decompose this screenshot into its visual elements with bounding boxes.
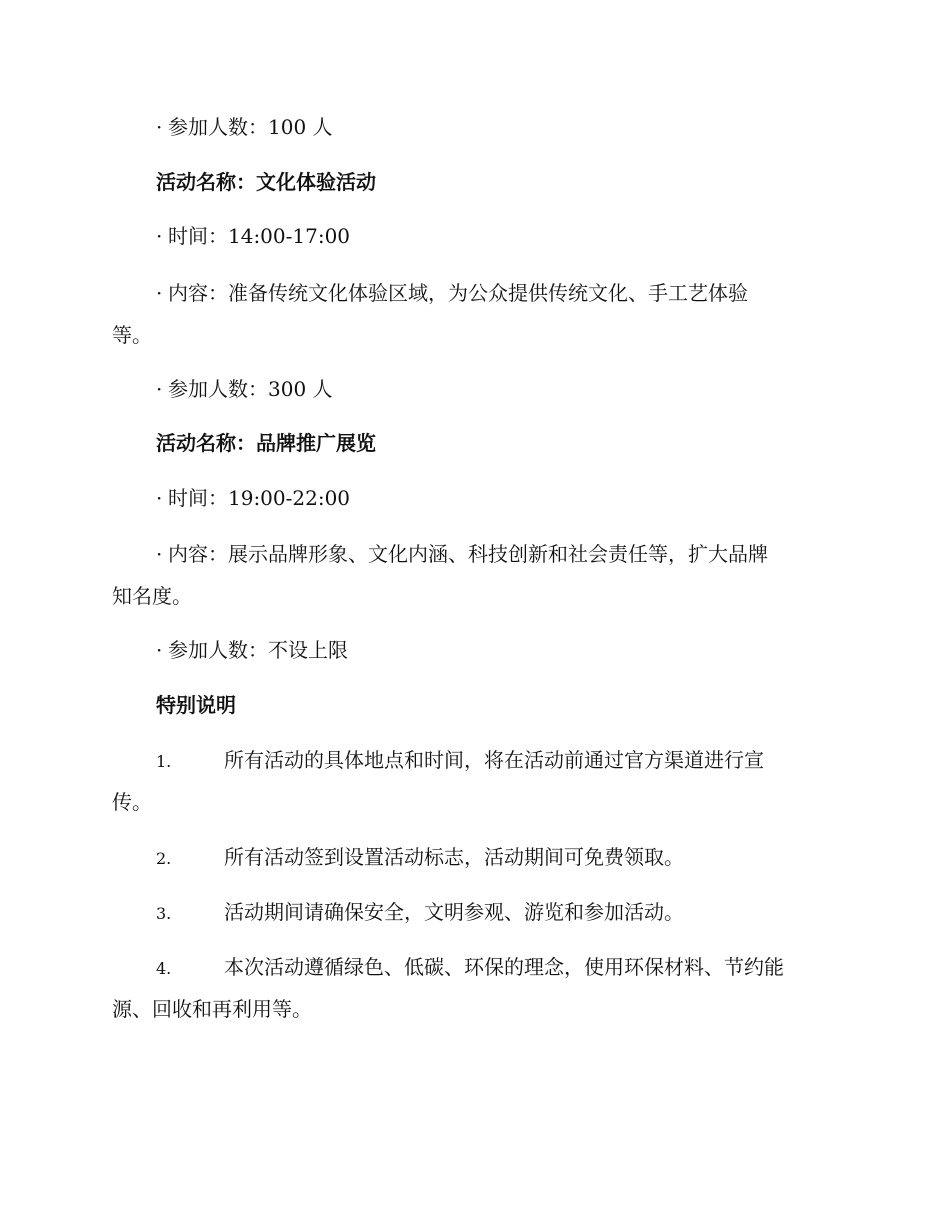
bullet-icon: ·: [156, 377, 163, 401]
note-item-1-cont: 传。: [112, 790, 152, 814]
content-line-1: · 内容：准备传统文化体验区域，为公众提供传统文化、手工艺体验: [156, 281, 748, 305]
bullet-icon: ·: [156, 224, 163, 248]
participants-line-3: · 参加人数：不设上限: [156, 638, 348, 662]
bullet-icon: ·: [156, 486, 163, 510]
note-item-3: 3. 活动期间请确保安全，文明参观、游览和参加活动。: [156, 899, 882, 927]
note-number: 1.: [156, 752, 172, 771]
content-line-1-cont: 等。: [112, 323, 152, 347]
note-item-4-cont: 源、回收和再利用等。: [112, 997, 312, 1021]
time-line-2: · 时间：19:00-22:00: [156, 486, 351, 510]
bullet-icon: ·: [156, 638, 163, 662]
note-item-1: 1. 所有活动的具体地点和时间，将在活动前通过官方渠道进行宣: [156, 747, 882, 775]
participants-line-2: · 参加人数：300 人: [156, 377, 333, 401]
time-line-1: · 时间：14:00-17:00: [156, 224, 351, 248]
note-number: 3.: [156, 904, 172, 923]
bullet-icon: ·: [156, 281, 163, 305]
activity-heading-brand: 活动名称：品牌推广展览: [156, 431, 376, 455]
note-item-2: 2. 所有活动签到设置活动标志，活动期间可免费领取。: [156, 844, 882, 872]
bullet-icon: ·: [156, 542, 163, 566]
note-item-4: 4. 本次活动遵循绿色、低碳、环保的理念，使用环保材料、节约能: [156, 954, 882, 982]
note-number: 2.: [156, 849, 172, 868]
content-line-2: · 内容：展示品牌形象、文化内涵、科技创新和社会责任等，扩大品牌: [156, 542, 768, 566]
participants-line-1: · 参加人数：100 人: [156, 115, 333, 139]
bullet-icon: ·: [156, 115, 163, 139]
activity-heading-culture: 活动名称：文化体验活动: [156, 170, 376, 194]
content-line-2-cont: 知名度。: [112, 584, 192, 608]
note-number: 4.: [156, 959, 172, 978]
special-notes-heading: 特别说明: [156, 693, 236, 717]
